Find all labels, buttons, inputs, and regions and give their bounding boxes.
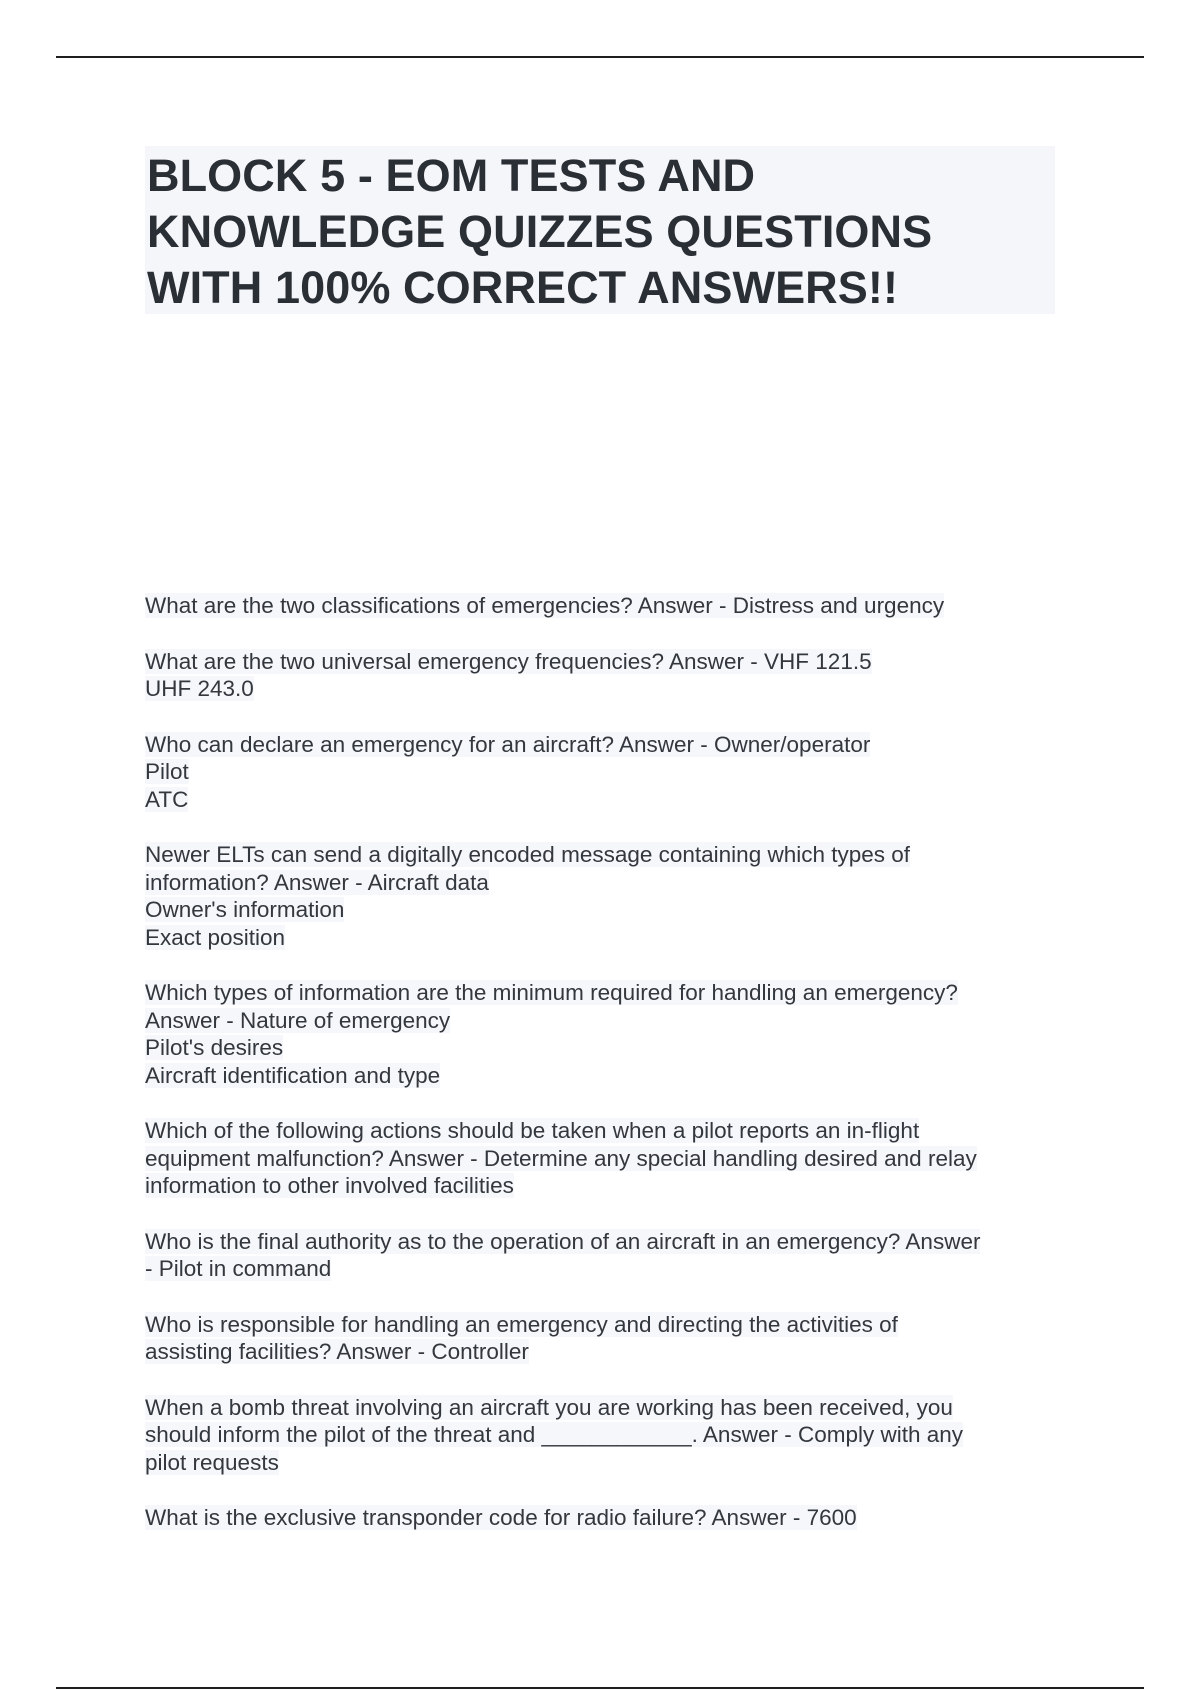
qa-text: When a bomb threat involving an aircraft you are working has been received, you (145, 1394, 953, 1420)
qa-text: UHF 243.0 (145, 676, 254, 701)
title-line-2: KNOWLEDGE QUIZZES QUESTIONS (147, 206, 933, 257)
bottom-rule (56, 1687, 1144, 1689)
qa-item-8 (145, 1311, 1065, 1366)
document-title (145, 146, 1055, 316)
qa-line (145, 1172, 1065, 1200)
qa-item-2 (145, 648, 1065, 703)
qa-text: What are the two universal emergency frequencies? Answer - VHF 121.5 (145, 648, 872, 674)
qa-text: assisting facilities? Answer - Controller (145, 1339, 529, 1364)
qa-text: information? Answer - Aircraft data (145, 869, 489, 895)
qa-text: Pilot (145, 759, 189, 784)
qa-line (145, 924, 1065, 952)
qa-item-6 (145, 1117, 1065, 1200)
qa-text: Exact position (145, 924, 286, 950)
qa-item-1 (145, 592, 1065, 620)
qa-line (145, 731, 1065, 759)
qa-line (145, 1338, 1065, 1366)
qa-item-9 (145, 1394, 1065, 1477)
qa-line (145, 1421, 1065, 1449)
qa-line (145, 1117, 1065, 1145)
qa-text: Aircraft identification and type (145, 1062, 441, 1088)
qa-line (145, 841, 1065, 869)
qa-item-3 (145, 731, 1065, 814)
qa-item-5 (145, 979, 1065, 1089)
qa-text: What is the exclusive transponder code for radio failure? Answer - 7600 (145, 1505, 857, 1530)
qa-text: Owner's information (145, 897, 345, 922)
qa-line (145, 1311, 1065, 1339)
title-line-3: WITH 100% CORRECT ANSWERS!! (147, 262, 899, 313)
qa-text: What are the two classifications of emergencies? Answer - Distress and urgency (145, 593, 945, 618)
qa-line (145, 1145, 1065, 1173)
qa-line (145, 1228, 1065, 1256)
qa-text: Which of the following actions should be taken when a pilot reports an in-flight (145, 1118, 920, 1143)
qa-line (145, 648, 1065, 676)
qa-item-10 (145, 1504, 1065, 1532)
qa-text: Pilot's desires (145, 1035, 284, 1060)
qa-text: Answer - Nature of emergency (145, 1007, 451, 1033)
qa-line (145, 1062, 1065, 1090)
qa-line (145, 869, 1065, 897)
qa-list (145, 592, 1065, 1560)
qa-item-7 (145, 1228, 1065, 1283)
qa-line (145, 896, 1065, 924)
qa-line (145, 979, 1065, 1007)
qa-line (145, 1034, 1065, 1062)
qa-text: Who is the final authority as to the operation of an aircraft in an emergency? Answer (145, 1228, 981, 1254)
qa-text: information to other involved facilities (145, 1173, 514, 1198)
qa-text: Newer ELTs can send a digitally encoded message containing which types of (145, 842, 911, 867)
qa-line (145, 758, 1065, 786)
qa-line (145, 1255, 1065, 1283)
qa-text: Who is responsible for handling an emergency and directing the activities of (145, 1311, 898, 1337)
title-line-1: BLOCK 5 - EOM TESTS AND (147, 150, 756, 201)
qa-item-4 (145, 841, 1065, 951)
qa-text: equipment malfunction? Answer - Determine any special handling desired and relay (145, 1145, 977, 1171)
qa-text: ATC (145, 786, 189, 812)
qa-line (145, 1394, 1065, 1422)
top-rule (56, 56, 1144, 58)
qa-line (145, 1504, 1065, 1532)
qa-line (145, 592, 1065, 620)
qa-line (145, 1007, 1065, 1035)
title-block (145, 146, 1055, 314)
qa-line (145, 1449, 1065, 1477)
qa-text: should inform the pilot of the threat and ____________. Answer - Comply with any (145, 1422, 963, 1447)
qa-text: pilot requests (145, 1449, 279, 1475)
qa-text: Which types of information are the minimum required for handling an emergency? (145, 980, 958, 1005)
qa-text: - Pilot in command (145, 1256, 332, 1281)
qa-line (145, 675, 1065, 703)
qa-line (145, 786, 1065, 814)
qa-text: Who can declare an emergency for an aircraft? Answer - Owner/operator (145, 731, 871, 757)
